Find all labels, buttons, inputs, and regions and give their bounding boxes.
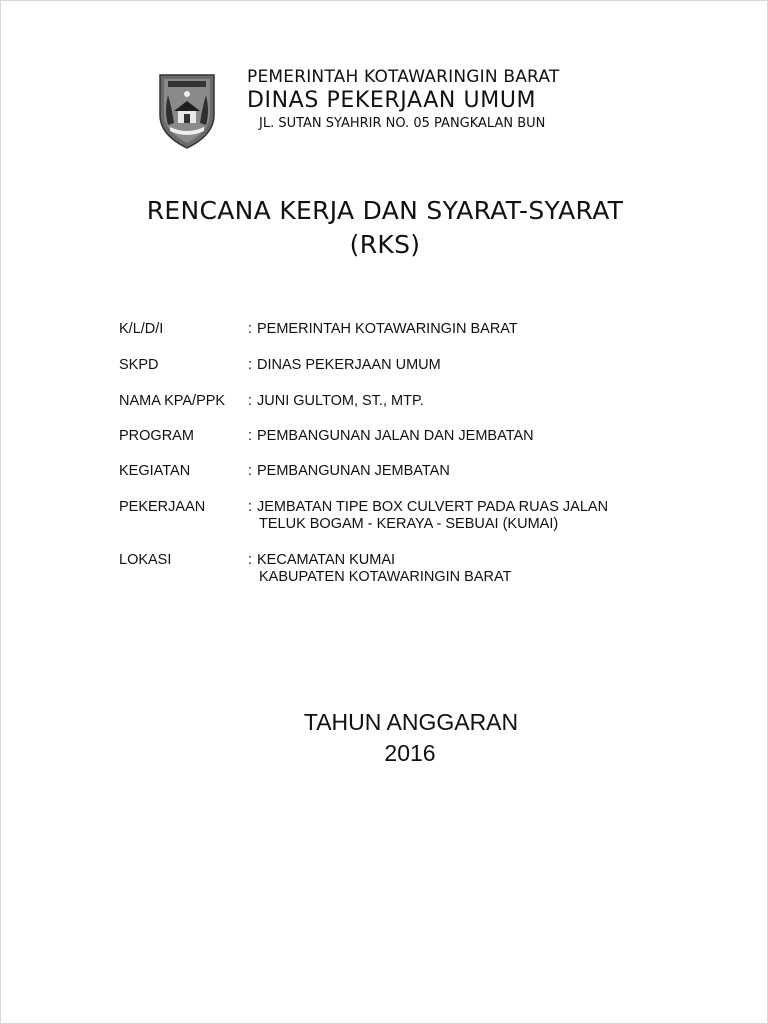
detail-value xyxy=(257,463,677,480)
detail-label: PROGRAM xyxy=(119,428,194,444)
detail-value xyxy=(257,321,677,338)
detail-label: K/L/D/I xyxy=(119,321,164,337)
detail-colon: : xyxy=(248,463,253,479)
detail-value xyxy=(257,552,677,586)
letterhead xyxy=(247,67,647,133)
detail-colon: : xyxy=(248,357,253,373)
detail-label: NAMA KPA/PPK xyxy=(119,393,226,409)
detail-value xyxy=(257,499,677,533)
detail-value xyxy=(257,357,677,374)
detail-label: KEGIATAN xyxy=(119,463,191,479)
detail-colon: : xyxy=(248,428,253,444)
detail-colon: : xyxy=(248,393,253,409)
detail-value-line: DINAS PEKERJAAN UMUM xyxy=(257,357,441,373)
detail-value-line: PEMERINTAH KOTAWARINGIN BARAT xyxy=(257,321,518,337)
detail-value xyxy=(257,393,677,410)
detail-colon: : xyxy=(248,552,253,568)
detail-label: SKPD xyxy=(119,357,159,373)
government-name: PEMERINTAH KOTAWARINGIN BARAT xyxy=(247,67,560,87)
detail-value-line: PEMBANGUNAN JEMBATAN xyxy=(257,463,450,479)
budget-year-block xyxy=(1,707,768,769)
detail-value xyxy=(257,428,677,445)
detail-value-line: JUNI GULTOM, ST., MTP. xyxy=(257,393,424,409)
budget-year-value: 2016 xyxy=(384,740,436,766)
budget-year-label: TAHUN ANGGARAN xyxy=(303,709,519,735)
document-title-line1: RENCANA KERJA DAN SYARAT-SYARAT xyxy=(146,196,624,225)
kotawaringin-barat-emblem-icon xyxy=(154,71,220,151)
detail-value-line: JEMBATAN TIPE BOX CULVERT PADA RUAS JALAN xyxy=(257,499,609,515)
detail-colon: : xyxy=(248,321,253,337)
document-title xyxy=(1,194,768,262)
document-title-line2: (RKS) xyxy=(349,230,421,259)
detail-value-line: KABUPATEN KOTAWARINGIN BARAT xyxy=(259,569,512,585)
detail-value-line: TELUK BOGAM - KERAYA - SEBUAI (KUMAI) xyxy=(259,516,559,532)
detail-colon: : xyxy=(248,499,253,515)
detail-value-line: PEMBANGUNAN JALAN DAN JEMBATAN xyxy=(257,428,534,444)
department-name: DINAS PEKERJAAN UMUM xyxy=(247,88,537,113)
detail-value-line: KECAMATAN KUMAI xyxy=(257,552,396,568)
department-address: JL. SUTAN SYAHRIR NO. 05 PANGKALAN BUN xyxy=(259,116,546,131)
detail-label: PEKERJAAN xyxy=(119,499,206,515)
detail-label: LOKASI xyxy=(119,552,172,568)
